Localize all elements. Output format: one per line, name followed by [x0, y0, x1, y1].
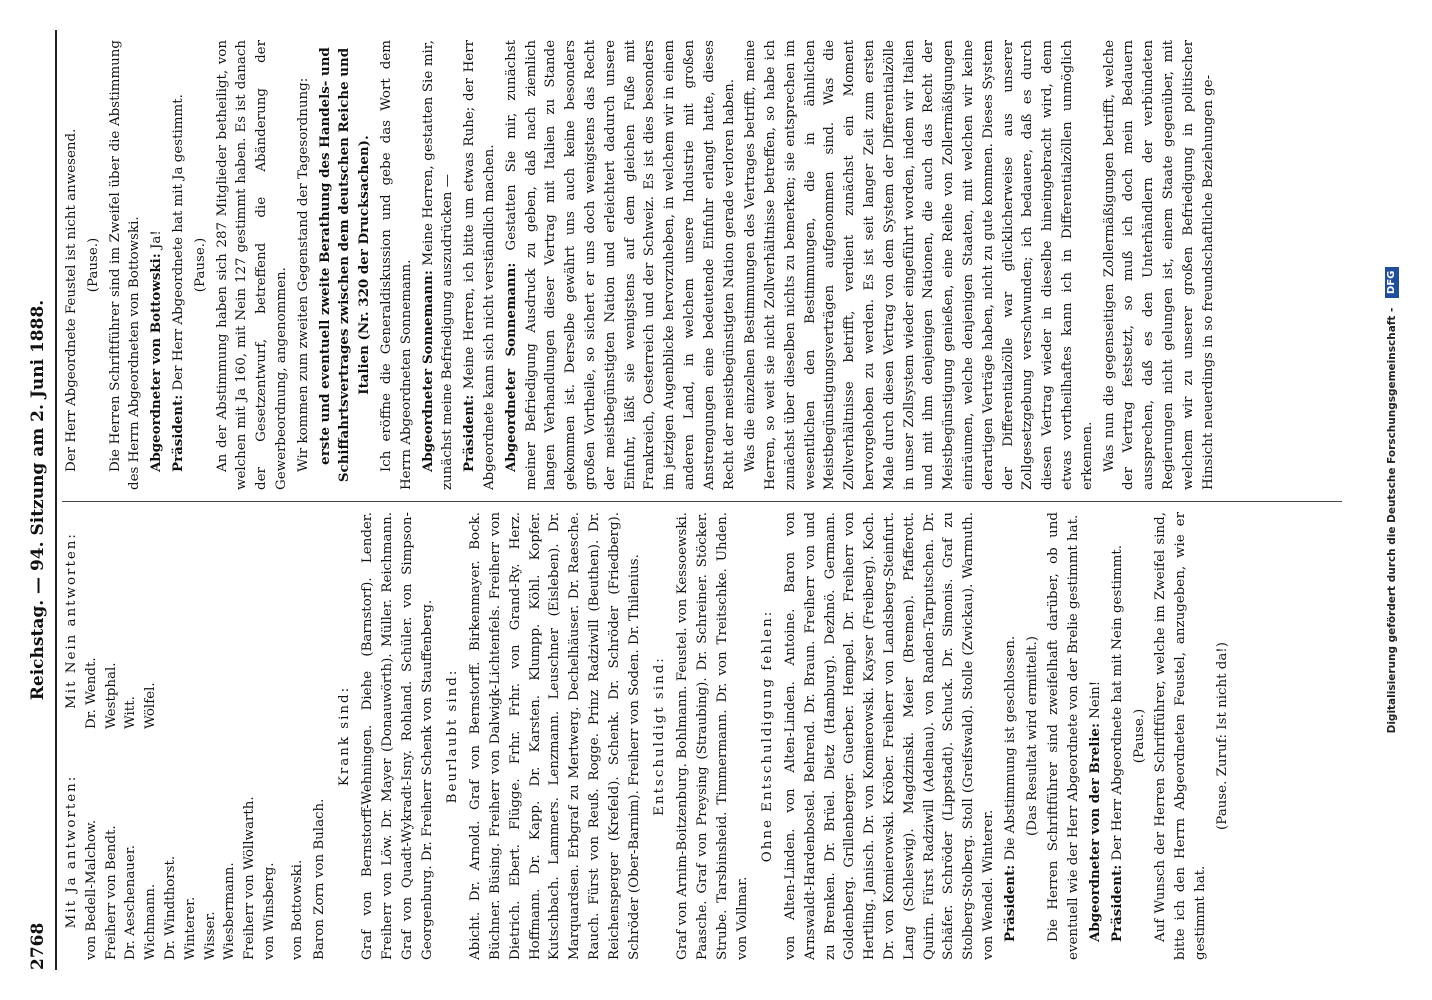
nein-name: Wölfel.: [143, 682, 159, 729]
digitization-credit: [1380, 0, 1405, 1000]
bill-title: erste und eventuell zweite Berathung des Handels- und Schiffahrtsvertrages zwischen dem deutschen Reiche und Italien (Nr. 320 der Drucksachen).: [316, 47, 373, 483]
running-title: Reichstag. — 94. Sitzung am 2. Juni 1888.: [28, 299, 48, 701]
speech-text: Ja!: [149, 230, 165, 250]
beurlaubt-heading: Beurlaubt sind:: [445, 668, 461, 804]
credit-text: Digitalisierung gefördert durch die Deutsche Forschungsgemeinschaft -: [1386, 307, 1398, 734]
ja-name: von Winsberg.: [261, 862, 277, 960]
ja-name: Wiesbermann.: [222, 862, 238, 960]
speech-text: An der Abstimmung haben sich 287 Mitglieder betheiligt, von welchen mit Ja 160, mit Nein 127 gestimmt haben. Es ist danach der Gesetzentwurf, betreffend die Abänderung der Gewerbeordnung, angenommen.: [214, 40, 289, 490]
speech-paragraph: [502, 40, 740, 490]
stage-note: (Pause.): [192, 237, 208, 293]
vote-lists: [62, 512, 280, 960]
ja-name: Wisser.: [202, 911, 218, 960]
stage-note: (Pause. Zuruf: Ist nicht da!): [1214, 642, 1230, 830]
speech-text: Was nun die gegenseitigen Zollermäßigungen betrifft, welche der Vertrag festsetzt, so muß ich doch mein Bedauern aussprechen, daß es den Unterhändlern der verbündeten Regierungen nicht gelungen ist, einem Staate gegenüber, mit welchem wir zu unserer großen Befriedigung in politischer Hinsicht neuerdings in so freundschaftliche Beziehungen ge-: [1101, 40, 1216, 490]
dfg-logo: DFG: [1385, 267, 1399, 298]
page-header: [28, 30, 52, 970]
speech-text: Wir kommen zum zweiten Gegenstand der Tagesordnung:: [295, 77, 311, 472]
speaker-name: Abgeordneter von der Brelie:: [1087, 723, 1104, 942]
stage-note: (Das Resultat wird ermittelt.): [1024, 636, 1040, 836]
entschuldigt-list: Graf von Arnim-Boitzenburg. Bohlmann. Feustel. von Kessoewski. Paasche. Graf von Preysing (Straubing). Dr. Schreiner. Stöcker. Strube. Tarsbinsheid. Timmermann. Dr. von Treitschke. Uhden. von Vollmar.: [675, 512, 750, 960]
stage-note: (Pause.): [1131, 708, 1147, 764]
stage-note: (Pause.): [85, 237, 101, 293]
speaker-name: Präsident:: [169, 394, 186, 472]
ja-name: Dr. Windthorst.: [162, 855, 178, 960]
krank-list: Graf von Bernstorff-Wehningen. Diehe (Barnstorf). Lender. Freiherr von Löw. Dr. Mayer (Donauwörth). Müller. Reichmann. Graf von Quadt-Wykradt-Isny. Rohland. Schüler. von Simpson-Georgenburg. Dr. Freiherr Schenk von Stauffenberg.: [360, 512, 435, 960]
speech-paragraph: [169, 40, 189, 490]
ja-name: Winterer.: [182, 896, 198, 960]
ja-name: von Bedell-Malchow.: [83, 819, 99, 960]
speech-text: Die Herren Schriftführer sind zweifelhaft darüber, ob und eventuell wie der Herr Abgeordnete von der Brelie gestimmt hat.: [1046, 512, 1082, 960]
speech-text: Der Herr Abgeordnete hat mit Ja gestimmt.: [170, 94, 186, 391]
speech-paragraph: [147, 40, 167, 490]
header-rule: [55, 30, 57, 970]
ja-name: Dr. Aeschenauer.: [123, 844, 139, 960]
speech-text: Gestatten Sie mir, zunächst meiner Befriedigung Ausdruck zu geben, daß nach ziemlich langen Verhandlungen dieser Vertrag mit Italien zu Stande gekommen ist. Derselbe gewährt uns auch keine besonders großen Vortheile, so sichert er uns doch wenigstens das Recht der meistbegünstigten Nation und erleichtert dadurch unsere Einfuhr, läßt sie wenigstens auf dem gleichen Fuße mit Frankreich, Oesterreich und der Schweiz. Es ist dies besonders im jetzigen Augenblicke hervorzuheben, in welchem wir in einem anderen Land, in welchem unsere Industrie mit großen Anstrengungen eine bedeutende Einfuhr erlangt hatte, dieses Recht der meistbegünstigten Nation gerade verloren haben.: [503, 40, 737, 490]
speech-text: Was die einzelnen Bestimmungen des Vertrages betrifft, meine Herren, so weit sie nicht Zollverhältnisse betreffen, so habe ich zunächst über dieselben nichts zu bemerken; sie entsprechen im wesentlichen den Bestimmungen, die in ähnlichen Meistbegünstigungsverträgen aufgenommen sind. Was die Zollverhältnisse betrifft, verdient zunächst ein Moment hervorgehoben zu werden. Es ist seit langer Zeit zum ersten Male durch diesen Vertrag von dem System der Differentialzölle in unser Zollsystem wieder eingeführt worden, indem wir Italien und mit ihm denjenigen Nationen, die auch das Recht der Meistbegünstigung genießen, eine Reihe von Zollermäßigungen einräumen, welche denjenigen Staaten, mit welchen wir keine derartigen Verträge haben, nicht zu gute kommen. Dieses System der Differentialzölle war glücklicherweise aus unserer Zollgesetzgebung verschwunden; ich bedauere, daß es durch diesen Vertrag wieder in dieselbe hineingebracht wird, denn etwas vortheilhaftes kann ich in Differentialzöllen unmöglich erkennen.: [743, 40, 1095, 490]
speech-paragraph: [1001, 512, 1021, 960]
ja-name: Freiherr von Bendt.: [103, 825, 119, 960]
extra-name: von Bottowski.: [289, 859, 305, 960]
speaker-name: Abgeordneter von Bottowski:: [148, 253, 165, 472]
left-column: [62, 512, 1352, 960]
speaker-name: Abgeordneter Sonnemann:: [502, 262, 519, 472]
nein-name: Dr. Wendt.: [83, 657, 99, 729]
ja-name: Freiherr von Wöllwarth.: [242, 796, 258, 960]
ja-name: Wichmann.: [143, 883, 159, 960]
nein-name: Witt.: [123, 696, 139, 729]
right-column: [62, 40, 1352, 490]
column-divider: [62, 501, 1342, 502]
speaker-name: Präsident:: [461, 394, 478, 472]
speech-text: Nein!: [1088, 680, 1104, 719]
beurlaubt-list: Abicht. Dr. Arnold. Graf von Bernstorff. Birkenmayer. Bock. Büchner. Büsing. Freiherr von Dalwigk-Lichtenfels. Freiherr von Dietrich. Ebert. Flügge. Frhr. Frhr. von Grand-Ry. Herz. Hoffmann. Dr. Kapp. Dr. Karsten. Klumpp. Köhl. Kopfer. Kutschbach. Lammers. Lenzmann. Leuschner (Eisleben). Dr. Marquardsen. Erbgraf zu Mertwerg. Dechelhäuser. Dr. Raesche. Rauch. Fürst von Reuß. Rogge. Prinz Radziwill (Beuthen). Dr. Reichensperger (Krefeld). Schenk. Dr. Schröder (Friedberg). Schröder (Ober-Barnim). Freiherr von Soden. Dr. Thilenius.: [468, 512, 642, 960]
speech-text: Die Abstimmung ist geschlossen.: [1002, 635, 1018, 861]
speech-text: Meine Herren, ich bitte um etwas Ruhe; der Herr Abgeordnete kann sich nicht verständlich machen.: [462, 40, 497, 490]
extra-name: Baron Zorn von Bulach.: [311, 798, 327, 960]
nein-name: Westphal.: [103, 662, 119, 729]
speech-text: Der Herr Abgeordnete Feustel ist nicht anwesend.: [64, 128, 79, 472]
speaker-name: Präsident:: [1108, 864, 1125, 942]
speech-text: Der Herr Abgeordnete hat mit Nein gestimmt.: [1109, 544, 1125, 861]
speech-paragraph: [1108, 512, 1128, 960]
ohne-list: von Alten-Linden. von Alten-Linden. Antoine. Baron von Arnswaldt-Hardenbostel. Behrend. Dr. Braun. Freiherr von und zu Brenken. Dr. Brüel. Dietz (Hamburg). Dezhnö. Germann. Goldenberg. Grillenberger. Guerber. Hempel. Dr. Freiherr von Hertling. Janisch. Dr. von Komierowski. Kayser (Freiberg). Koch. Dr. von Komierowski. Kröber. Freiherr von Landsberg-Steinfurt. Lang (Schleswig). Magdzinski. Meier (Bremen). Pfafferott. Quirin. Fürst Radziwill (Adelnau). von Randen-Tarputschen. Dr. Schäfer. Schröder (Lippstadt). Schuck. Dr. Simonis. Graf zu Stolberg-Stolberg. Stoll (Greifswald). Stolle (Zwickau). Warmuth. von Wendel. Winterer.: [783, 512, 997, 960]
speaker-name: Abgeordneter Sonnemann:: [419, 270, 436, 472]
speech-paragraph: [460, 40, 500, 490]
speech-text: Ich eröffne die Generaldiskussion und gebe das Wort dem Herrn Abgeordneten Sonnemann.: [378, 40, 414, 490]
nein-list: [62, 512, 280, 729]
speech-text: Die Herren Schriftführer sind im Zweifel über die Abstimmung des Herrn Abgeordneten von Bottowski.: [107, 40, 143, 490]
ja-list: [62, 743, 280, 960]
page-number: 2768: [28, 922, 48, 970]
speaker-name: Präsident:: [1001, 864, 1018, 942]
nein-heading: Mit Nein antworten:: [64, 532, 79, 709]
speech-text: Auf Wunsch der Herren Schriftführer, welche im Zweifel sind, bitte ich den Herrn Abgeordneten Feustel, anzugeben, wie er gestimmt hat.: [1153, 512, 1209, 960]
krank-heading: Krank sind:: [337, 685, 353, 787]
ohne-heading: Ohne Entschuldigung fehlen:: [760, 609, 776, 863]
speech-paragraph: [1086, 512, 1106, 960]
speech-text: Meine Herren, gestatten Sie mir, zunächst meine Befriedigung auszudrücken —: [420, 40, 456, 490]
speech-paragraph: [419, 40, 459, 490]
entschuldigt-heading: Entschuldigt sind:: [652, 656, 668, 816]
ja-heading: Mit Ja antworten:: [64, 774, 79, 929]
